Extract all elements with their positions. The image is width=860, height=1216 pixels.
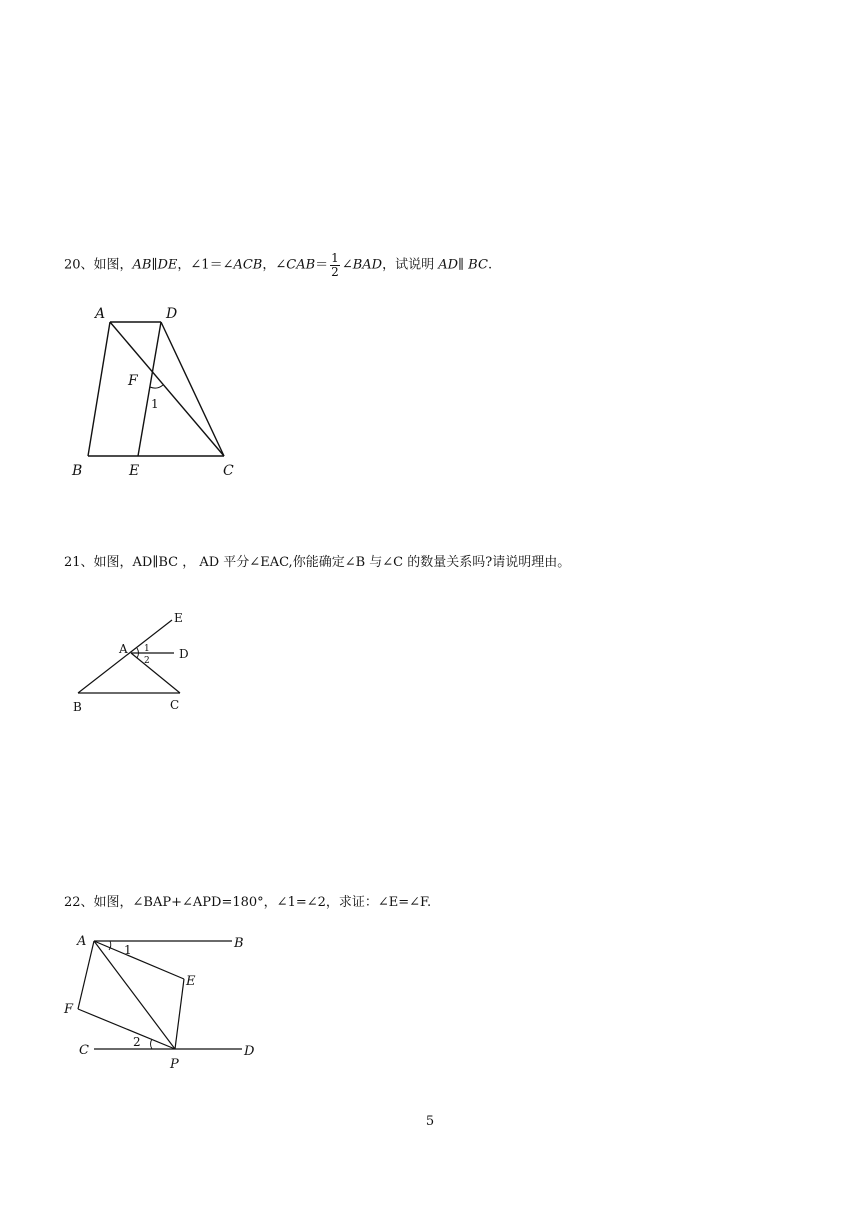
label-D: D: [166, 306, 178, 322]
label-D: D: [244, 1044, 255, 1059]
angle-2-arc: [151, 1039, 153, 1049]
label-P: P: [170, 1057, 179, 1072]
question-21-text: 21、如图，AD∥BC ， AD 平分∠EAC,你能确定∠B 与∠C 的数量关系吗?请说明理由。: [64, 555, 571, 570]
label-angle-1: 1: [144, 644, 150, 654]
segment-AE: [94, 941, 184, 979]
label-A: A: [77, 934, 87, 949]
label-B: B: [234, 936, 244, 951]
segment-AF: [78, 941, 94, 1009]
fraction-denominator: 2: [331, 264, 339, 279]
label-F: F: [64, 1002, 74, 1017]
angle-1-arc: [109, 941, 111, 950]
q20-s9: ，试说明: [382, 257, 439, 273]
q20-prefix: 20、如图，: [64, 257, 133, 273]
label-E: E: [129, 463, 140, 479]
label-angle-2: 2: [144, 656, 150, 666]
q20-s3: ACB: [233, 257, 263, 273]
label-F: F: [128, 373, 138, 389]
q20-s5: CAB: [286, 257, 316, 273]
label-C: C: [79, 1043, 89, 1058]
q20-s2: ，∠1＝∠: [177, 257, 234, 273]
label-angle-2: 2: [133, 1035, 141, 1049]
label-angle-1: 1: [124, 943, 132, 957]
label-angle-1: 1: [151, 397, 159, 411]
label-A: A: [95, 306, 106, 322]
label-C: C: [223, 463, 234, 479]
q20-s8: BAD: [352, 257, 383, 273]
page-number: 5: [425, 1114, 435, 1129]
segment-EP: [175, 979, 184, 1049]
q20-s7: ∠: [341, 257, 353, 273]
label-E: E: [174, 611, 183, 625]
label-D: D: [179, 647, 189, 661]
q20-s4: ，∠: [262, 257, 287, 273]
question-22-text: 22、如图，∠BAP+∠APD=180°，∠1=∠2，求证：∠E=∠F.: [64, 895, 432, 910]
fraction-numerator: 1: [331, 251, 339, 265]
q20-s1: AB∥DE: [132, 257, 178, 273]
q20-s6: ＝: [315, 257, 329, 273]
q20-s11: .: [487, 257, 493, 273]
label-B: B: [72, 463, 83, 479]
label-B: B: [73, 700, 82, 714]
label-C: C: [170, 698, 180, 712]
label-E: E: [186, 974, 196, 989]
q20-s10: AD∥ BC: [438, 257, 488, 273]
label-A: A: [119, 642, 128, 656]
